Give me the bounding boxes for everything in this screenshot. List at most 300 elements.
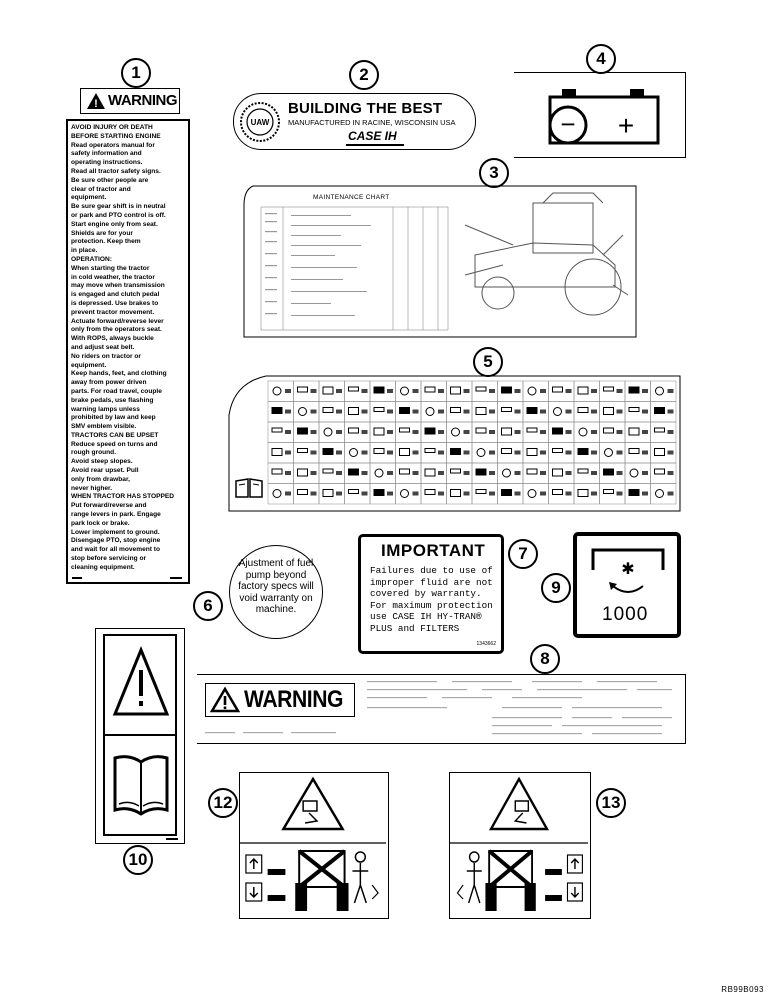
symbol-number [668, 389, 674, 393]
symbol-pictogram [527, 449, 537, 456]
symbol-number [336, 410, 342, 414]
symbol-pictogram [374, 387, 384, 393]
warning-header-text: WARNING [108, 92, 177, 109]
symbol-number [540, 410, 546, 414]
warning-instruction-line: only from the operators seat. [71, 326, 162, 334]
symbol-pictogram [553, 387, 563, 392]
symbol-number [617, 471, 623, 475]
symbol-number [464, 471, 470, 475]
symbol-number [438, 410, 444, 414]
warning-instruction-line: Start engine only from seat. [71, 220, 158, 228]
maintenance-chart-title: MAINTENANCE CHART [313, 194, 390, 201]
symbol-number [387, 451, 393, 455]
symbol-number [591, 451, 597, 455]
callout-7: 7 [508, 539, 538, 569]
warning-instruction-line: may move when transmission [71, 282, 165, 290]
symbol-number [668, 492, 674, 496]
symbol-pictogram [272, 428, 282, 432]
building-subtitle: MANUFACTURED IN RACINE, WISCONSIN USA [288, 118, 456, 127]
warning-instruction-line: operating instructions. [71, 159, 143, 167]
symbol-number [387, 430, 393, 434]
read-manual-inner [103, 634, 177, 836]
symbol-number [591, 471, 597, 475]
symbol-number [617, 430, 623, 434]
symbol-pictogram [528, 387, 536, 395]
warning-instructions-text [71, 124, 186, 573]
callout-9: 9 [541, 573, 571, 603]
warning-instruction-line: park lock or brake. [71, 519, 130, 527]
symbol-number [566, 492, 572, 496]
symbol-number [642, 430, 648, 434]
symbol-number [540, 389, 546, 393]
warning-instruction-line: and adjust seat belt. [71, 343, 135, 351]
warning-wide-decal [197, 674, 686, 744]
symbol-number [515, 451, 521, 455]
symbol-number [566, 471, 572, 475]
symbol-pictogram [298, 387, 308, 392]
symbol-number [642, 410, 648, 414]
warning-instruction-line: Shields are for your [71, 229, 133, 237]
symbol-number [311, 389, 317, 393]
symbol-pictogram [604, 469, 614, 475]
symbol-number [285, 389, 291, 393]
symbol-number [617, 451, 623, 455]
symbol-number [311, 492, 317, 496]
symbol-number [336, 451, 342, 455]
warning-instruction-line: Lower implement to ground. [71, 528, 160, 536]
symbol-pictogram [527, 469, 537, 474]
svg-text:!: ! [94, 98, 98, 110]
symbol-pictogram [323, 469, 333, 473]
symbol-number [668, 451, 674, 455]
symbol-pictogram [323, 490, 333, 497]
symbol-number [336, 492, 342, 496]
symbol-number [489, 410, 495, 414]
symbol-pictogram [578, 469, 588, 473]
symbol-number [438, 451, 444, 455]
label-footer-mark [72, 577, 82, 579]
symbol-pictogram [425, 449, 435, 453]
symbol-pictogram [323, 449, 333, 455]
symbol-pictogram [400, 408, 410, 414]
symbol-number [413, 389, 419, 393]
symbol-pictogram [655, 428, 665, 432]
manual-book-icon [234, 477, 264, 499]
symbol-number [464, 451, 470, 455]
warning-instruction-line: BEFORE STARTING ENGINE [71, 132, 161, 140]
symbol-pictogram [451, 449, 461, 455]
symbol-pictogram [553, 428, 563, 434]
symbol-number [387, 389, 393, 393]
symbol-number [336, 430, 342, 434]
maintenance-chart-outline [243, 185, 637, 338]
symbol-pictogram [273, 490, 281, 498]
symbol-pictogram [476, 428, 486, 433]
symbol-pictogram [629, 387, 639, 393]
symbol-pictogram [502, 387, 512, 393]
symbol-pictogram [298, 449, 308, 453]
symbol-number [591, 410, 597, 414]
symbol-number [566, 410, 572, 414]
warning-instruction-line: in cold weather, the tractor [71, 273, 155, 281]
symbol-number [387, 471, 393, 475]
warning-instruction-line: and wait for all movement to [71, 546, 161, 554]
symbol-number [464, 492, 470, 496]
symbol-pictogram [425, 387, 435, 392]
rops-seatbelt-decal-12 [239, 772, 389, 919]
symbol-pictogram [272, 408, 282, 414]
symbol-number [668, 471, 674, 475]
symbol-number [566, 451, 572, 455]
symbol-number [642, 451, 648, 455]
symbol-pictogram [553, 469, 563, 476]
symbol-pictogram [476, 387, 486, 391]
symbol-pictogram [553, 490, 563, 495]
symbol-number [285, 471, 291, 475]
symbol-number [311, 430, 317, 434]
warning-instruction-line: Read all tractor safety signs. [71, 167, 161, 175]
symbol-number [438, 389, 444, 393]
symbol-pictogram [605, 449, 613, 457]
warning-instruction-line: rough ground. [71, 449, 117, 457]
callout-6: 6 [193, 591, 223, 621]
symbol-number [642, 389, 648, 393]
symbol-number [362, 471, 368, 475]
case-ih-underline [346, 144, 404, 146]
symbol-pictogram [579, 428, 587, 436]
rops-pictogram [240, 773, 386, 918]
symbol-number [489, 451, 495, 455]
callout-12: 12 [208, 788, 238, 818]
symbol-pictogram [349, 428, 359, 433]
symbol-number [413, 451, 419, 455]
warning-instruction-line: safety information and [71, 150, 142, 158]
symbol-number [515, 389, 521, 393]
warning-instruction-line: Actuate forward/reverse lever [71, 317, 164, 325]
maintenance-chart-decal [243, 185, 637, 338]
symbol-number [591, 389, 597, 393]
symbol-pictogram [324, 428, 332, 436]
symbol-pictogram [630, 469, 638, 477]
warning-instruction-line: Be sure gear shift is in neutral [71, 203, 166, 211]
symbol-number [362, 430, 368, 434]
label-footer-mark [166, 838, 178, 840]
callout-8: 8 [530, 644, 560, 674]
symbol-pictogram [655, 469, 665, 474]
symbol-grid [228, 375, 681, 512]
case-ih-logo: CASE IH [348, 129, 397, 143]
warning-instruction-line: No riders on tractor or [71, 352, 141, 360]
symbol-pictogram [451, 408, 461, 413]
pto-1000-decal [573, 532, 681, 638]
warning-instruction-line: Avoid steep slopes. [71, 458, 133, 466]
symbol-pictogram [476, 408, 486, 415]
symbol-number [413, 430, 419, 434]
battery-icon [544, 83, 664, 149]
read-manual-decal [95, 628, 185, 844]
symbol-number [617, 410, 623, 414]
symbol-number [540, 430, 546, 434]
warning-instruction-line: When starting the tractor [71, 264, 150, 272]
battery-plus: + [617, 110, 635, 141]
warning-instruction-line: SMV emblem visible. [71, 423, 137, 431]
warning-instruction-line: range levers in park. Engage [71, 511, 161, 519]
important-body: Failures due to use of improper fluid are not covered by warranty. For maximum protection use CASE IH HY-TRAN® PLUS and FILTERS [370, 565, 493, 634]
symbol-pictogram [656, 490, 664, 498]
symbol-pictogram [349, 408, 359, 415]
symbol-number [566, 389, 572, 393]
symbol-number [642, 492, 648, 496]
warning-instructions-label [66, 119, 190, 584]
symbol-number [668, 430, 674, 434]
symbol-number [387, 492, 393, 496]
symbol-pictogram [604, 387, 614, 391]
symbol-pictogram [400, 428, 410, 432]
callout-5: 5 [473, 347, 503, 377]
label-footer-mark [170, 577, 182, 579]
operator-manual-icon [111, 748, 171, 820]
important-header: IMPORTANT [381, 541, 486, 560]
label-divider [105, 734, 175, 736]
symbol-pictogram [425, 469, 435, 476]
symbol-pictogram [375, 469, 383, 477]
symbol-pictogram [400, 469, 410, 474]
warning-instruction-line: stop before servicing or [71, 555, 147, 563]
symbol-number [489, 471, 495, 475]
symbol-pictogram [604, 408, 614, 415]
symbol-number [489, 492, 495, 496]
warning-instruction-line: parts. For road travel, couple [71, 387, 162, 395]
symbol-number [362, 492, 368, 496]
warning-wide-header-text: WARNING [244, 686, 343, 713]
symbol-number [464, 430, 470, 434]
symbol-number [464, 389, 470, 393]
building-the-best-decal [233, 93, 476, 150]
symbol-number [438, 430, 444, 434]
symbol-pictogram [299, 408, 307, 416]
symbol-pictogram [451, 387, 461, 394]
symbol-number [362, 410, 368, 414]
symbol-pictogram [629, 428, 639, 435]
symbol-pictogram [374, 449, 384, 454]
symbol-pictogram [451, 469, 461, 473]
symbol-number [387, 410, 393, 414]
symbol-pictogram [349, 490, 359, 494]
symbol-pictogram [272, 449, 282, 456]
symbol-pictogram [374, 490, 384, 496]
symbol-pictogram [323, 387, 333, 394]
symbol-number [464, 410, 470, 414]
symbol-pictogram [502, 449, 512, 454]
warning-instruction-line: warning lamps unless [71, 405, 140, 413]
symbol-pictogram [476, 469, 486, 475]
symbol-pictogram [655, 449, 665, 456]
symbol-number [566, 430, 572, 434]
symbol-number [336, 471, 342, 475]
callout-10: 10 [123, 845, 153, 875]
important-part-number: 1343662 [476, 641, 496, 647]
symbol-pictogram [578, 408, 588, 413]
warning-instruction-line: Keep hands, feet, and clothing [71, 370, 167, 378]
pto-rotation-icon [589, 544, 667, 600]
warning-instruction-line: AVOID INJURY OR DEATH [71, 124, 153, 131]
symbol-pictogram [349, 469, 359, 475]
symbol-pictogram [451, 490, 461, 497]
symbol-number [362, 389, 368, 393]
symbol-number [285, 430, 291, 434]
symbol-chart-decal [228, 375, 681, 512]
warning-wide-faded-text [362, 679, 682, 739]
symbol-pictogram [655, 408, 665, 414]
figure-reference-code: RB99B093 [721, 985, 764, 994]
symbol-pictogram [502, 490, 512, 496]
symbol-number [362, 451, 368, 455]
symbol-number [515, 430, 521, 434]
warning-instruction-line: or park and PTO control is off. [71, 211, 166, 219]
symbol-pictogram [298, 469, 308, 476]
pto-speed-value: 1000 [602, 604, 649, 625]
symbol-number [515, 471, 521, 475]
warning-triangle-outline-icon [210, 687, 240, 713]
warning-instruction-line: away from power driven [71, 379, 147, 387]
symbol-number [285, 410, 291, 414]
warning-instruction-line: prohibited by law and keep [71, 414, 156, 422]
warning-instruction-line: Read operators manual for [71, 141, 155, 149]
symbol-pictogram [578, 449, 588, 455]
symbol-pictogram [656, 387, 664, 395]
symbol-number [617, 492, 623, 496]
fuel-pump-warranty-decal [229, 545, 323, 639]
symbol-pictogram [527, 408, 537, 414]
symbol-number [413, 492, 419, 496]
warning-instruction-line: only from drawbar, [71, 475, 130, 483]
symbol-number [438, 492, 444, 496]
symbol-pictogram [401, 387, 409, 395]
symbol-number [591, 492, 597, 496]
symbol-pictogram [426, 408, 434, 416]
symbol-pictogram [629, 408, 639, 412]
symbol-pictogram [273, 387, 281, 395]
symbol-number [413, 410, 419, 414]
warning-wide-footer-text [205, 729, 345, 737]
warning-instruction-line: cleaning equipment. [71, 563, 135, 571]
symbol-pictogram [401, 490, 409, 498]
symbol-pictogram [604, 490, 614, 494]
symbol-pictogram [350, 449, 358, 457]
symbol-pictogram [629, 490, 639, 496]
symbol-pictogram [528, 490, 536, 498]
symbol-number [642, 471, 648, 475]
uaw-seal-icon [239, 101, 281, 143]
symbol-pictogram [477, 449, 485, 457]
warning-instruction-line: is engaged and clutch pedal [71, 291, 160, 299]
symbol-pictogram [298, 490, 308, 495]
symbol-cells [268, 381, 676, 504]
symbol-number [311, 451, 317, 455]
symbol-pictogram [298, 428, 308, 434]
symbol-pictogram [425, 490, 435, 495]
symbol-pictogram [374, 428, 384, 435]
svg-text:UAW: UAW [250, 118, 270, 127]
symbol-number [285, 451, 291, 455]
symbol-pictogram [604, 428, 614, 433]
warning-instruction-line: Avoid rear upset. Pull [71, 467, 139, 475]
symbol-pictogram [553, 449, 563, 453]
warning-instruction-line: With ROPS, always buckle [71, 335, 154, 343]
symbol-pictogram [400, 449, 410, 456]
warning-instruction-line: Be sure other people are [71, 176, 149, 184]
important-fluid-decal [358, 534, 504, 654]
symbol-pictogram [527, 428, 537, 432]
symbol-pictogram [452, 428, 460, 436]
symbol-number [311, 410, 317, 414]
symbol-number [438, 471, 444, 475]
battery-decal [514, 72, 686, 158]
symbol-number [668, 410, 674, 414]
warning-instruction-line: in place. [71, 247, 98, 255]
symbol-number [285, 492, 291, 496]
symbol-number [540, 451, 546, 455]
warning-label-header [80, 88, 180, 114]
symbol-pictogram [502, 408, 512, 412]
battery-minus: − [560, 109, 576, 139]
callout-13: 13 [596, 788, 626, 818]
rops-pictogram [450, 773, 588, 918]
warning-instruction-line: brake pedals, use flashing [71, 396, 154, 404]
symbol-pictogram [578, 387, 588, 394]
symbol-number [540, 492, 546, 496]
symbol-number [591, 430, 597, 434]
warning-instruction-line: equipment. [71, 361, 107, 369]
callout-3: 3 [479, 158, 509, 188]
warning-instruction-line: TRACTORS CAN BE UPSET [71, 431, 159, 439]
warning-triangle-icon [86, 92, 106, 110]
warning-instruction-line: WHEN TRACTOR HAS STOPPED [71, 493, 175, 501]
symbol-pictogram [578, 490, 588, 497]
building-title: BUILDING THE BEST [288, 100, 443, 117]
symbol-pictogram [272, 469, 282, 474]
symbol-pictogram [503, 469, 511, 477]
caution-triangle-icon [111, 646, 171, 720]
warning-instruction-line: protection. Keep them [71, 238, 141, 246]
symbol-number [515, 492, 521, 496]
symbol-pictogram [425, 428, 435, 434]
symbol-pictogram [554, 408, 562, 416]
callout-2: 2 [349, 60, 379, 90]
symbol-number [617, 389, 623, 393]
symbol-pictogram [476, 490, 486, 494]
symbol-pictogram [502, 428, 512, 435]
fuel-pump-text: Ajustment of fuel pump beyond factory specs will void warranty on machine. [238, 558, 314, 615]
symbol-number [336, 389, 342, 393]
symbol-number [413, 471, 419, 475]
warning-instruction-line: never higher. [71, 484, 113, 492]
callout-1: 1 [121, 58, 151, 88]
callout-4: 4 [586, 44, 616, 74]
symbol-pictogram [629, 449, 639, 454]
warning-instruction-line: OPERATION: [71, 255, 112, 263]
symbol-number [489, 430, 495, 434]
pto-star-icon: ✱ [621, 559, 635, 578]
warning-instruction-line: Disengage PTO, stop engine [71, 537, 161, 545]
rops-seatbelt-decal-13 [449, 772, 591, 919]
warning-instruction-line: clear of tractor and [71, 185, 131, 193]
warning-instruction-line: Put forward/reverse and [71, 502, 147, 510]
symbol-number [311, 471, 317, 475]
symbol-pictogram [374, 408, 384, 412]
symbol-number [540, 471, 546, 475]
symbol-number [515, 410, 521, 414]
